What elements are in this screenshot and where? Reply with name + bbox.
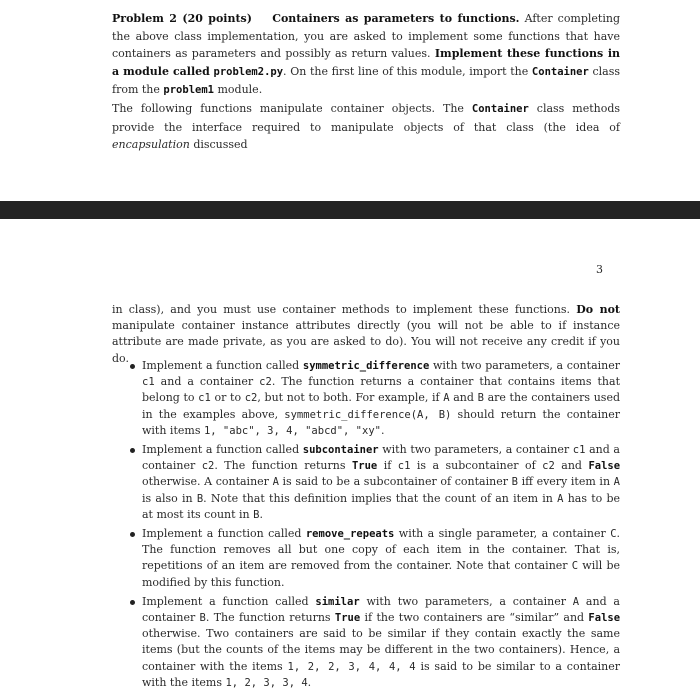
page-bottom bbox=[0, 219, 700, 689]
code: True bbox=[334, 612, 361, 625]
code: c2 bbox=[201, 460, 215, 473]
text: . bbox=[307, 675, 312, 689]
code: B bbox=[199, 612, 206, 625]
bullet-icon bbox=[130, 448, 135, 453]
text: After completing the above class implementation, you are asked to implement some functions that have containers as parameters and possibly as return values. bbox=[112, 12, 620, 61]
text: class methods provide the interface required to manipulate objects of that class (the idea of bbox=[112, 101, 621, 134]
code: 1, "abc", 3, 4, "abcd", "xy" bbox=[203, 424, 381, 437]
code-class: Container bbox=[471, 102, 529, 115]
text: , but not to both. For example, if bbox=[257, 391, 440, 405]
text: module. bbox=[217, 83, 263, 97]
text: is a subcontainer of bbox=[416, 459, 536, 473]
top-content bbox=[112, 10, 620, 154]
code-function: symmetric_difference bbox=[302, 360, 430, 372]
code: symmetric_difference(A, B) bbox=[284, 408, 452, 421]
text: will be modified by this function. bbox=[142, 559, 621, 589]
text: should return the container with items bbox=[142, 407, 620, 437]
code: A bbox=[272, 476, 279, 489]
code-class: Container bbox=[531, 65, 589, 78]
text: and bbox=[561, 459, 582, 473]
text: are the containers used in the examples above, bbox=[142, 391, 621, 421]
bullet-icon bbox=[130, 364, 135, 369]
code: 1, 2, 3, 3, 4 bbox=[225, 676, 308, 689]
text: . bbox=[380, 423, 385, 437]
text: and a container bbox=[142, 443, 620, 473]
code-function: remove_repeats bbox=[305, 528, 395, 541]
text: The following functions manipulate container objects. The bbox=[112, 101, 464, 115]
problem-label: Problem 2 (20 points) bbox=[112, 12, 252, 25]
text: and a container bbox=[142, 594, 620, 625]
interface-paragraph bbox=[112, 100, 620, 154]
problem-title: Containers as parameters to functions. bbox=[272, 12, 520, 25]
text: in class), and you must use container methods to implement these functions. bbox=[112, 303, 571, 316]
code: c2 bbox=[259, 376, 272, 389]
text: manipulate container instance attributes directly (you will not be able to if instance attribute are made private, as you are asked to do). You will not receive any credit if you do. bbox=[112, 319, 620, 365]
text: . The function returns bbox=[205, 611, 331, 625]
page-top bbox=[0, 0, 700, 201]
text-italic: encapsulation bbox=[112, 138, 190, 152]
text: or to bbox=[214, 391, 242, 405]
text: . The function returns bbox=[214, 459, 346, 473]
text: with a single parameter, a container bbox=[398, 527, 606, 541]
code: A bbox=[572, 595, 580, 608]
text: is said to be similar to a container with the items bbox=[142, 659, 621, 689]
code-module: problem1 bbox=[163, 84, 214, 97]
text: and bbox=[453, 391, 474, 405]
bullet-icon bbox=[130, 532, 135, 537]
bullet-icon bbox=[130, 600, 135, 605]
text: with two parameters, a container bbox=[382, 443, 570, 457]
text: class from the bbox=[112, 64, 621, 97]
text: . The function removes all but one copy of each item in the container. That is, repetitions of an item are removed from the container. Note that container bbox=[142, 527, 621, 573]
text: Implement a function called bbox=[142, 443, 300, 457]
text: . The function returns a container that contains items that belong to bbox=[142, 375, 620, 405]
code-function: subcontainer bbox=[302, 444, 379, 457]
text: and a container bbox=[160, 375, 254, 389]
page-divider bbox=[0, 201, 700, 219]
code: B bbox=[511, 476, 518, 489]
code: C bbox=[571, 560, 579, 573]
problem-paragraph bbox=[112, 10, 620, 100]
text: . On the first line of this module, import the bbox=[283, 64, 529, 78]
code: B bbox=[477, 392, 484, 405]
code: B bbox=[253, 508, 260, 521]
list-item bbox=[142, 594, 620, 691]
code: c1 bbox=[397, 460, 411, 473]
code: False bbox=[588, 460, 621, 473]
code: True bbox=[351, 460, 378, 473]
code: A bbox=[557, 492, 564, 505]
list-item bbox=[142, 442, 620, 523]
code: B bbox=[196, 492, 204, 505]
code: c2 bbox=[542, 460, 555, 473]
list-item bbox=[142, 358, 620, 439]
code: C bbox=[610, 528, 617, 541]
text: with two parameters, a container bbox=[366, 594, 566, 608]
code: c1 bbox=[572, 444, 586, 457]
text: if the two containers are “similar” and bbox=[364, 611, 585, 625]
page-number: 3 bbox=[596, 263, 603, 276]
text: discussed bbox=[193, 138, 248, 152]
list-item bbox=[142, 526, 620, 591]
text: if bbox=[383, 459, 392, 473]
text: . Note that this definition implies that the count of an item in bbox=[203, 491, 553, 505]
code: c1 bbox=[198, 392, 211, 405]
text: is also in bbox=[142, 491, 193, 505]
function-list bbox=[142, 358, 620, 694]
text: with two parameters, a container bbox=[432, 359, 620, 372]
code-function: similar bbox=[315, 595, 360, 608]
code: c1 bbox=[142, 376, 155, 389]
text: is said to be a subcontainer of container bbox=[282, 475, 508, 489]
code: A bbox=[613, 476, 620, 489]
text: otherwise. A container bbox=[142, 475, 269, 489]
text: . bbox=[259, 507, 263, 521]
text: otherwise. Two containers are said to be similar if they contain exactly the same items (but the counts of the items may be different in the two containers). Hence, a container with the items bbox=[142, 627, 620, 673]
text: Implement a function called bbox=[142, 527, 302, 541]
code: A bbox=[443, 392, 450, 405]
code: c2 bbox=[244, 392, 258, 405]
text-bold: Implement these functions in a module called bbox=[112, 47, 621, 78]
text: has to be at most its count in bbox=[142, 491, 621, 521]
text: Implement a function called bbox=[142, 359, 300, 372]
text-bold: Do not bbox=[576, 303, 620, 316]
code-module: problem2.py bbox=[213, 65, 284, 78]
text: Implement a function called bbox=[142, 594, 309, 608]
code: 1, 2, 2, 3, 4, 4, 4 bbox=[287, 660, 416, 673]
code: False bbox=[588, 612, 621, 625]
text: iff every item in bbox=[521, 475, 611, 489]
